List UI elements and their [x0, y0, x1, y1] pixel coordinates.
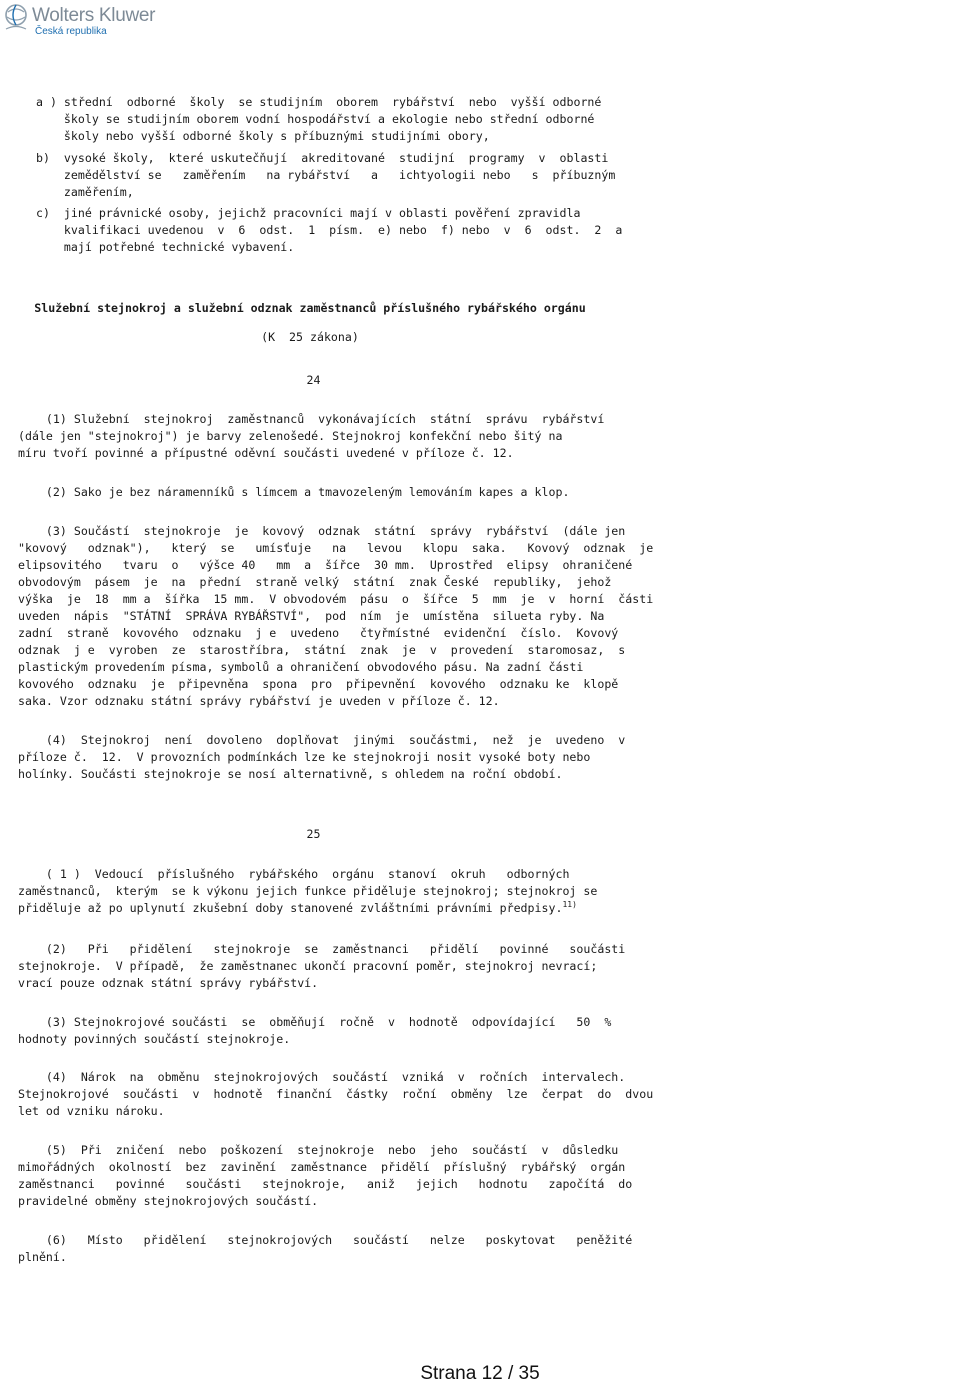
- paragraph-24-4: (4) Stejnokroj není dovoleno doplňovat jinými součástmi, než je uvedeno v příloze č. 12. V provozních podmínkách lze ke stejnokroji nosit vysoké boty nebo holínky. Součásti stejnokroje se nosí alternativně, s ohledem na roční období.: [18, 733, 626, 781]
- paragraph-24-1: (1) Služební stejnokroj zaměstnanců vykonávajících státní správu rybářství (dále jen "stejnokroj") je barvy zelenošedé. Stejnokroj konfekční nebo šitý na míru tvoří povinné a přípustné oděvní součásti uvedené v příloze č. 12.: [18, 412, 605, 460]
- paragraph-24-3: (3) Součástí stejnokroje je kovový odznak státní správy rybářství (dále jen "kovový odznak"), který se umísťuje na levou klopu saka. Kovový odznak je elipsovitého tvaru o výšce 40 mm a šířce 30 mm. Uprostřed elipsy ohraničené obvodovým pásem je na přední straně velký státní znak České republiky, jehož výška je 18 mm a šířka 15 mm. V obvodovém pásu o šířce 5 mm je v horní části uveden nápis "STÁTNÍ SPRÁVA RYBÁŘSTVÍ", pod ním je umístěna silueta ryby. Na zadní straně kovového odznaku j e uvedeno čtyřmístné evidenční číslo. Kovový odznak j e vyroben ze starostříbra, státní znak je v provedení staromosaz, s plastickým provedením písma, symbolů a ohraničení obvodového pásu. Na zadní části kovového odznaku je připevněna spona pro připevnění kovového odznaku ke klopě saka. Vzor odznaku státní správy rybářství je uveden v příloze č. 12.: [18, 524, 654, 708]
- paragraph-25-4: (4) Nárok na obměnu stejnokrojových součástí vzniká v ročních intervalech. Stejnokrojové součásti v hodnotě finanční částky roční obměny lze čerpat do dvou let od vzniku nároku.: [18, 1070, 654, 1118]
- paragraph-25-1: [18, 866, 597, 917]
- paragraph-24-2: (2) Sako je bez náramenníků s límcem a tmavozeleným lemováním kapes a klop.: [18, 485, 570, 499]
- paragraph-25-5: (5) Při zničení nebo poškození stejnokroje nebo jeho součástí v důsledku mimořádných okolností bez zavinění zaměstnance přidělí příslušný rybářský orgán zaměstnanci povinné součásti stejnokroje, aniž jejich hodnotu započítá do pravidelné obměny stejnokrojových součástí.: [18, 1143, 633, 1208]
- section-title: Služební stejnokroj a služební odznak zaměstnanců příslušného rybářského orgánu: [34, 301, 586, 315]
- footnote-ref[interactable]: 11): [562, 900, 577, 909]
- paragraph-25-2: (2) Při přidělení stejnokroje se zaměstnanci přidělí povinné součásti stejnokroje. V případě, že zaměstnanec ukončí pracovní poměr, stejnokroj nevrací; vrací pouze odznak státní správy rybářství.: [18, 942, 626, 990]
- paragraph-25-heading: 25: [299, 827, 321, 841]
- paragraph-25-1-text: ( 1 ) Vedoucí příslušného rybářského orgánu stanoví okruh odborných zaměstnanců, kterým se k výkonu jejich funkce přiděluje stejnokroj; stejnokroj se přiděluje až po uplynutí zkušební doby stanovené zvláštními právními předpisy.: [18, 867, 598, 915]
- paragraph-25-6: (6) Místo přidělení stejnokrojových součástí nelze poskytovat peněžité plnění.: [18, 1233, 633, 1264]
- paragraph-25-3: (3) Stejnokrojové součásti se obměňují ročně v hodnotě odpovídající 50 % hodnoty povinných součástí stejnokroje.: [18, 1015, 612, 1046]
- logo-subbrand: Česká republika: [35, 26, 107, 37]
- list-item-c: c) jiné právnické osoby, jejichž pracovníci mají v oblasti pověření zpravidla kvalifikaci uvedenou v 6 odst. 1 písm. e) nebo f) nebo v 6 odst. 2 a mají potřebné technické vybavení.: [36, 206, 623, 254]
- section-subtitle: (K 25 zákona): [261, 330, 359, 344]
- page-number: Strana 12 / 35: [420, 1363, 540, 1384]
- list-item-b: b) vysoké školy, které uskutečňují akreditované studijní programy v oblasti zemědělství se zaměřením na rybářství a ichtyologii nebo s příbuzným zaměřením,: [36, 151, 616, 199]
- logo: [4, 4, 156, 37]
- logo-brand: Wolters Kluwer: [32, 5, 156, 26]
- list-item-a: a ) střední odborné školy se studijním oborem rybářství nebo vyšší odborné školy se studijním oborem vodní hospodářství a ekologie nebo střední odborné školy nebo vyšší odborné školy s příbuznými studijními obory,: [36, 95, 602, 143]
- paragraph-24-heading: 24: [299, 373, 321, 387]
- logo-globe-icon: [4, 4, 28, 32]
